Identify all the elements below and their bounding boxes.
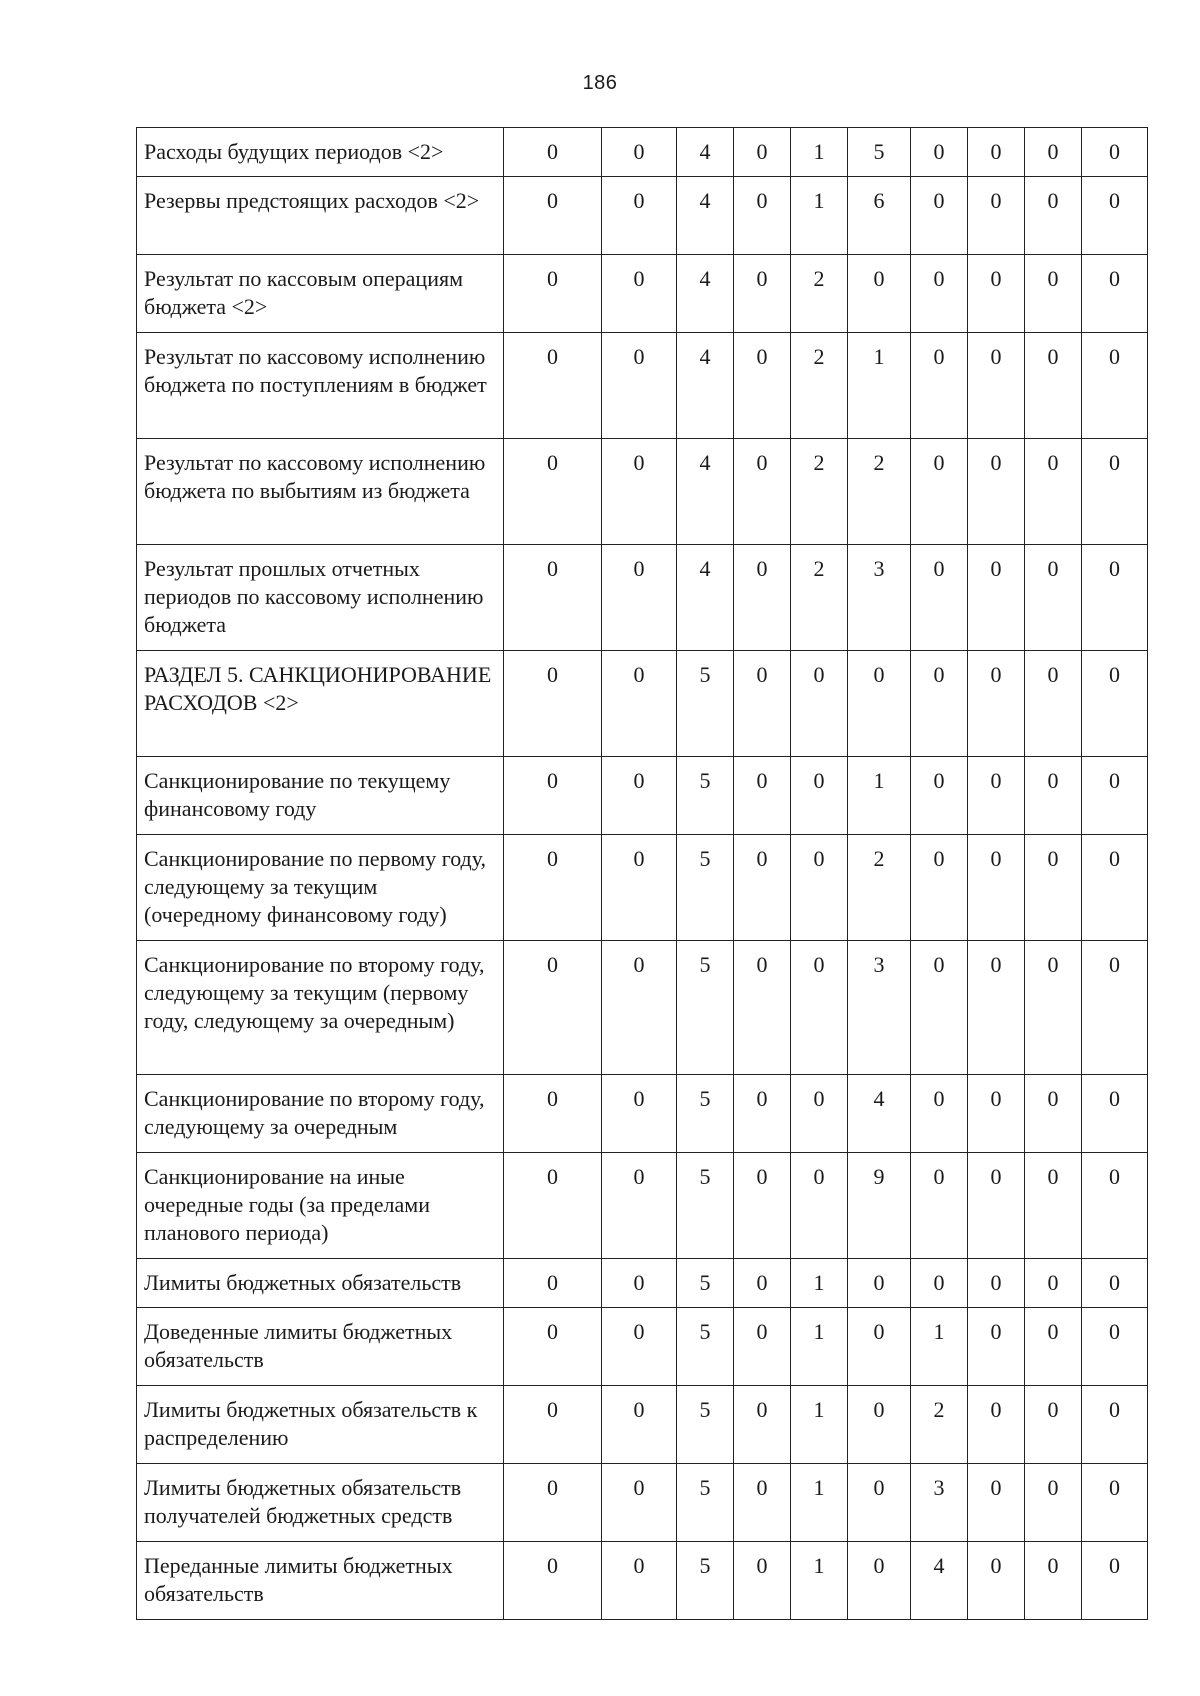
table-row bbox=[137, 255, 1148, 333]
code-digit-cell: 0 bbox=[734, 177, 791, 255]
code-digit-cell: 0 bbox=[504, 1075, 602, 1153]
code-digit-cell: 0 bbox=[602, 1464, 677, 1542]
code-digit-cell: 0 bbox=[504, 1308, 602, 1386]
code-digit-cell: 0 bbox=[1025, 545, 1082, 651]
code-digit-cell: 0 bbox=[1082, 439, 1148, 545]
code-digit-cell: 0 bbox=[734, 1386, 791, 1464]
account-name-cell: Лимиты бюджетных обязательств к распределению bbox=[137, 1386, 504, 1464]
code-digit-cell: 0 bbox=[911, 941, 968, 1075]
account-name-cell: Санкционирование на иные очередные годы (за пределами планового периода) bbox=[137, 1153, 504, 1259]
table-row bbox=[137, 757, 1148, 835]
table-row bbox=[137, 1464, 1148, 1542]
code-digit-cell: 2 bbox=[848, 835, 911, 941]
code-digit-cell: 0 bbox=[848, 255, 911, 333]
code-digit-cell: 0 bbox=[1082, 177, 1148, 255]
code-digit-cell: 0 bbox=[791, 1153, 848, 1259]
code-digit-cell: 0 bbox=[602, 177, 677, 255]
code-digit-cell: 0 bbox=[968, 1386, 1025, 1464]
code-digit-cell: 4 bbox=[677, 128, 734, 177]
account-name-cell: Санкционирование по второму году, следующему за очередным bbox=[137, 1075, 504, 1153]
code-digit-cell: 0 bbox=[504, 941, 602, 1075]
code-digit-cell: 0 bbox=[848, 1464, 911, 1542]
code-digit-cell: 0 bbox=[1082, 757, 1148, 835]
code-digit-cell: 0 bbox=[968, 128, 1025, 177]
code-digit-cell: 0 bbox=[504, 1259, 602, 1308]
code-digit-cell: 0 bbox=[602, 333, 677, 439]
code-digit-cell: 3 bbox=[848, 545, 911, 651]
code-digit-cell: 0 bbox=[848, 1259, 911, 1308]
account-codes-table bbox=[136, 127, 1148, 1620]
account-name-cell: Лимиты бюджетных обязательств получателей бюджетных средств bbox=[137, 1464, 504, 1542]
code-digit-cell: 1 bbox=[791, 1464, 848, 1542]
code-digit-cell: 0 bbox=[968, 1542, 1025, 1620]
table-row bbox=[137, 545, 1148, 651]
code-digit-cell: 5 bbox=[677, 1542, 734, 1620]
code-digit-cell: 1 bbox=[848, 333, 911, 439]
code-digit-cell: 1 bbox=[911, 1308, 968, 1386]
code-digit-cell: 0 bbox=[791, 941, 848, 1075]
account-name-cell: РАЗДЕЛ 5. САНКЦИОНИРОВАНИЕ РАСХОДОВ <2> bbox=[137, 651, 504, 757]
table-row bbox=[137, 1386, 1148, 1464]
code-digit-cell: 0 bbox=[504, 128, 602, 177]
code-digit-cell: 0 bbox=[1082, 1075, 1148, 1153]
code-digit-cell: 0 bbox=[848, 1542, 911, 1620]
code-digit-cell: 0 bbox=[911, 128, 968, 177]
code-digit-cell: 0 bbox=[734, 1542, 791, 1620]
code-digit-cell: 4 bbox=[677, 545, 734, 651]
code-digit-cell: 4 bbox=[848, 1075, 911, 1153]
code-digit-cell: 5 bbox=[848, 128, 911, 177]
code-digit-cell: 0 bbox=[968, 177, 1025, 255]
code-digit-cell: 0 bbox=[1082, 835, 1148, 941]
account-name-cell: Доведенные лимиты бюджетных обязательств bbox=[137, 1308, 504, 1386]
code-digit-cell: 1 bbox=[791, 1308, 848, 1386]
code-digit-cell: 0 bbox=[1082, 128, 1148, 177]
code-digit-cell: 0 bbox=[734, 1259, 791, 1308]
account-name-cell: Лимиты бюджетных обязательств bbox=[137, 1259, 504, 1308]
account-name-cell: Санкционирование по текущему финансовому году bbox=[137, 757, 504, 835]
table-row bbox=[137, 1308, 1148, 1386]
code-digit-cell: 0 bbox=[1025, 255, 1082, 333]
code-digit-cell: 5 bbox=[677, 1464, 734, 1542]
code-digit-cell: 0 bbox=[504, 757, 602, 835]
code-digit-cell: 0 bbox=[791, 757, 848, 835]
code-digit-cell: 0 bbox=[504, 835, 602, 941]
table-body bbox=[137, 128, 1148, 1620]
code-digit-cell: 0 bbox=[1082, 1542, 1148, 1620]
code-digit-cell: 0 bbox=[848, 1386, 911, 1464]
code-digit-cell: 0 bbox=[504, 1542, 602, 1620]
code-digit-cell: 5 bbox=[677, 941, 734, 1075]
table-row bbox=[137, 439, 1148, 545]
code-digit-cell: 0 bbox=[1082, 1153, 1148, 1259]
code-digit-cell: 0 bbox=[504, 439, 602, 545]
code-digit-cell: 0 bbox=[1025, 1153, 1082, 1259]
code-digit-cell: 2 bbox=[791, 439, 848, 545]
code-digit-cell: 0 bbox=[1082, 651, 1148, 757]
code-digit-cell: 0 bbox=[968, 941, 1025, 1075]
code-digit-cell: 2 bbox=[848, 439, 911, 545]
code-digit-cell: 0 bbox=[911, 1075, 968, 1153]
code-digit-cell: 0 bbox=[968, 835, 1025, 941]
table-row bbox=[137, 177, 1148, 255]
code-digit-cell: 0 bbox=[504, 651, 602, 757]
code-digit-cell: 0 bbox=[602, 757, 677, 835]
table-row bbox=[137, 1075, 1148, 1153]
account-name-cell: Резервы предстоящих расходов <2> bbox=[137, 177, 504, 255]
code-digit-cell: 0 bbox=[602, 1386, 677, 1464]
code-digit-cell: 0 bbox=[1082, 1259, 1148, 1308]
code-digit-cell: 0 bbox=[1025, 128, 1082, 177]
code-digit-cell: 1 bbox=[791, 177, 848, 255]
code-digit-cell: 0 bbox=[602, 835, 677, 941]
code-digit-cell: 1 bbox=[848, 757, 911, 835]
code-digit-cell: 0 bbox=[734, 1153, 791, 1259]
code-digit-cell: 1 bbox=[791, 128, 848, 177]
code-digit-cell: 1 bbox=[791, 1386, 848, 1464]
code-digit-cell: 0 bbox=[968, 757, 1025, 835]
code-digit-cell: 0 bbox=[1082, 255, 1148, 333]
account-name-cell: Результат прошлых отчетных периодов по кассовому исполнению бюджета bbox=[137, 545, 504, 651]
code-digit-cell: 6 bbox=[848, 177, 911, 255]
code-digit-cell: 0 bbox=[791, 1075, 848, 1153]
code-digit-cell: 4 bbox=[677, 177, 734, 255]
code-digit-cell: 0 bbox=[1025, 941, 1082, 1075]
code-digit-cell: 0 bbox=[602, 1308, 677, 1386]
code-digit-cell: 0 bbox=[968, 1259, 1025, 1308]
code-digit-cell: 0 bbox=[602, 1075, 677, 1153]
code-digit-cell: 2 bbox=[791, 255, 848, 333]
code-digit-cell: 9 bbox=[848, 1153, 911, 1259]
code-digit-cell: 0 bbox=[504, 545, 602, 651]
code-digit-cell: 3 bbox=[848, 941, 911, 1075]
code-digit-cell: 0 bbox=[734, 1308, 791, 1386]
code-digit-cell: 2 bbox=[791, 545, 848, 651]
account-name-cell: Переданные лимиты бюджетных обязательств bbox=[137, 1542, 504, 1620]
code-digit-cell: 0 bbox=[602, 1153, 677, 1259]
account-name-cell: Результат по кассовому исполнению бюджета по выбытиям из бюджета bbox=[137, 439, 504, 545]
page-number: 186 bbox=[582, 72, 618, 94]
code-digit-cell: 0 bbox=[1082, 1308, 1148, 1386]
code-digit-cell: 0 bbox=[734, 941, 791, 1075]
code-digit-cell: 0 bbox=[1025, 651, 1082, 757]
code-digit-cell: 0 bbox=[504, 1386, 602, 1464]
code-digit-cell: 0 bbox=[734, 545, 791, 651]
code-digit-cell: 0 bbox=[1082, 545, 1148, 651]
code-digit-cell: 4 bbox=[677, 333, 734, 439]
code-digit-cell: 0 bbox=[791, 835, 848, 941]
code-digit-cell: 0 bbox=[911, 1259, 968, 1308]
code-digit-cell: 0 bbox=[602, 439, 677, 545]
code-digit-cell: 5 bbox=[677, 1075, 734, 1153]
code-digit-cell: 0 bbox=[1082, 941, 1148, 1075]
code-digit-cell: 0 bbox=[1025, 177, 1082, 255]
code-digit-cell: 0 bbox=[848, 651, 911, 757]
code-digit-cell: 0 bbox=[602, 255, 677, 333]
table-row bbox=[137, 128, 1148, 177]
code-digit-cell: 0 bbox=[1025, 1075, 1082, 1153]
code-digit-cell: 1 bbox=[791, 1542, 848, 1620]
code-digit-cell: 0 bbox=[968, 255, 1025, 333]
code-digit-cell: 0 bbox=[734, 1075, 791, 1153]
code-digit-cell: 0 bbox=[602, 128, 677, 177]
table-row bbox=[137, 1153, 1148, 1259]
code-digit-cell: 0 bbox=[1025, 1542, 1082, 1620]
code-digit-cell: 0 bbox=[1025, 439, 1082, 545]
code-digit-cell: 0 bbox=[1025, 1308, 1082, 1386]
code-digit-cell: 0 bbox=[911, 651, 968, 757]
code-digit-cell: 0 bbox=[911, 545, 968, 651]
code-digit-cell: 0 bbox=[1025, 1464, 1082, 1542]
code-digit-cell: 0 bbox=[734, 128, 791, 177]
code-digit-cell: 0 bbox=[968, 1075, 1025, 1153]
code-digit-cell: 3 bbox=[911, 1464, 968, 1542]
code-digit-cell: 0 bbox=[602, 941, 677, 1075]
table-row bbox=[137, 651, 1148, 757]
code-digit-cell: 5 bbox=[677, 651, 734, 757]
code-digit-cell: 0 bbox=[1082, 1464, 1148, 1542]
code-digit-cell: 0 bbox=[504, 1153, 602, 1259]
code-digit-cell: 0 bbox=[602, 1542, 677, 1620]
code-digit-cell: 0 bbox=[1025, 1259, 1082, 1308]
table-row bbox=[137, 1259, 1148, 1308]
code-digit-cell: 4 bbox=[677, 255, 734, 333]
code-digit-cell: 5 bbox=[677, 835, 734, 941]
code-digit-cell: 5 bbox=[677, 1259, 734, 1308]
code-digit-cell: 5 bbox=[677, 1386, 734, 1464]
code-digit-cell: 0 bbox=[848, 1308, 911, 1386]
table-row bbox=[137, 333, 1148, 439]
code-digit-cell: 0 bbox=[734, 1464, 791, 1542]
code-digit-cell: 0 bbox=[734, 333, 791, 439]
account-name-cell: Санкционирование по второму году, следующему за текущим (первому году, следующему за очередным) bbox=[137, 941, 504, 1075]
code-digit-cell: 0 bbox=[968, 439, 1025, 545]
code-digit-cell: 0 bbox=[1082, 333, 1148, 439]
account-name-cell: Расходы будущих периодов <2> bbox=[137, 128, 504, 177]
account-name-cell: Санкционирование по первому году, следующему за текущим (очередному финансовому году) bbox=[137, 835, 504, 941]
code-digit-cell: 2 bbox=[911, 1386, 968, 1464]
code-digit-cell: 0 bbox=[911, 439, 968, 545]
code-digit-cell: 0 bbox=[968, 545, 1025, 651]
code-digit-cell: 0 bbox=[1025, 835, 1082, 941]
code-digit-cell: 0 bbox=[968, 1464, 1025, 1542]
code-digit-cell: 0 bbox=[1025, 1386, 1082, 1464]
code-digit-cell: 0 bbox=[504, 333, 602, 439]
code-digit-cell: 0 bbox=[504, 177, 602, 255]
table-row bbox=[137, 941, 1148, 1075]
code-digit-cell: 0 bbox=[968, 1153, 1025, 1259]
code-digit-cell: 0 bbox=[1082, 1386, 1148, 1464]
code-digit-cell: 4 bbox=[911, 1542, 968, 1620]
account-name-cell: Результат по кассовым операциям бюджета <2> bbox=[137, 255, 504, 333]
account-name-cell: Результат по кассовому исполнению бюджета по поступлениям в бюджет bbox=[137, 333, 504, 439]
code-digit-cell: 0 bbox=[911, 177, 968, 255]
code-digit-cell: 5 bbox=[677, 757, 734, 835]
code-digit-cell: 0 bbox=[734, 439, 791, 545]
code-digit-cell: 0 bbox=[504, 255, 602, 333]
code-digit-cell: 0 bbox=[602, 545, 677, 651]
code-digit-cell: 0 bbox=[504, 1464, 602, 1542]
table-row bbox=[137, 835, 1148, 941]
code-digit-cell: 0 bbox=[911, 757, 968, 835]
code-digit-cell: 0 bbox=[791, 651, 848, 757]
code-digit-cell: 0 bbox=[1025, 333, 1082, 439]
code-digit-cell: 0 bbox=[602, 651, 677, 757]
code-digit-cell: 0 bbox=[968, 1308, 1025, 1386]
code-digit-cell: 2 bbox=[791, 333, 848, 439]
code-digit-cell: 0 bbox=[734, 757, 791, 835]
code-digit-cell: 1 bbox=[791, 1259, 848, 1308]
code-digit-cell: 0 bbox=[911, 333, 968, 439]
code-digit-cell: 0 bbox=[911, 1153, 968, 1259]
code-digit-cell: 0 bbox=[1025, 757, 1082, 835]
code-digit-cell: 0 bbox=[968, 333, 1025, 439]
code-digit-cell: 0 bbox=[734, 255, 791, 333]
code-digit-cell: 4 bbox=[677, 439, 734, 545]
code-digit-cell: 0 bbox=[911, 255, 968, 333]
code-digit-cell: 5 bbox=[677, 1308, 734, 1386]
code-digit-cell: 0 bbox=[911, 835, 968, 941]
table-row bbox=[137, 1542, 1148, 1620]
code-digit-cell: 0 bbox=[968, 651, 1025, 757]
code-digit-cell: 0 bbox=[734, 835, 791, 941]
code-digit-cell: 0 bbox=[734, 651, 791, 757]
code-digit-cell: 0 bbox=[602, 1259, 677, 1308]
code-digit-cell: 5 bbox=[677, 1153, 734, 1259]
